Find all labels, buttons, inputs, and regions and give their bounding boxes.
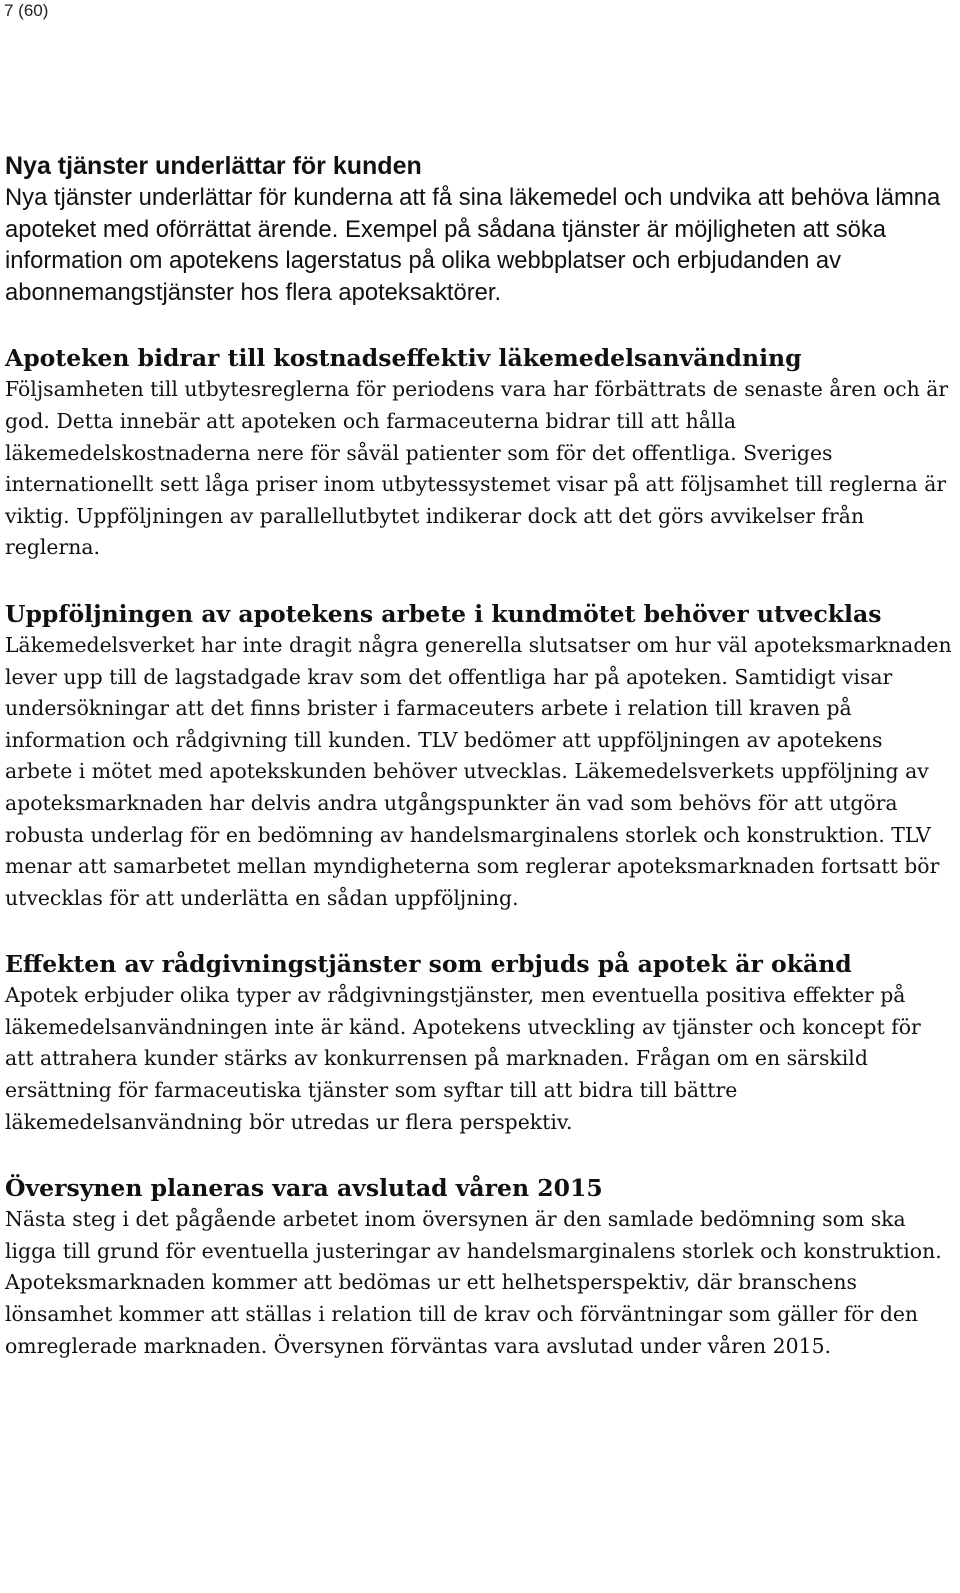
- section-nya-tjanster: [5, 150, 955, 308]
- section-heading: Nya tjänster underlättar för kunden: [5, 152, 422, 180]
- section-paragraph: Följsamheten till utbytesreglerna för periodens vara har förbättrats de senaste åren och är god. Detta innebär att apoteken och farmaceuterna bidrar till att hålla läkemedelskostnaderna nere för såväl patienter som för det offentliga. Sveriges internationellt sett låga priser inom utbytessystemet visar på att följsamhet till reglerna är viktig. Uppföljningen av parallellutbytet indikerar dock att det görs avvikelser från reglerna.: [5, 377, 949, 560]
- section-heading: Uppföljningen av apotekens arbete i kundmötet behöver utvecklas: [5, 599, 882, 628]
- page-number: 7 (60): [4, 1, 49, 20]
- section-uppfoljningen: [5, 598, 955, 914]
- section-paragraph: Läkemedelsverket har inte dragit några generella slutsatser om hur väl apoteksmarknaden lever upp till de lagstadgade krav som det offentliga har på apoteken. Samtidigt visar undersökningar att det finns brister i farmaceuters arbete i relation till kraven på information och rådgivning till kunden. TLV bedömer att uppföljningen av apotekens arbete i mötet med apotekskunden behöver utvecklas. Läkemedelsverkets uppföljning av apoteksmarknaden har delvis andra utgångspunkter än vad som behövs för att utgöra robusta underlag för en bedömning av handelsmarginalens storlek och konstruktion. TLV menar att samarbetet mellan myndigheterna som reglerar apoteksmarknaden fortsatt bör utvecklas för att underlätta en sådan uppföljning.: [5, 632, 952, 910]
- section-heading: Översynen planeras vara avslutad våren 2015: [5, 1174, 603, 1203]
- section-radgivningstjanster: [5, 948, 955, 1138]
- section-kostnadseffektiv: [5, 342, 955, 564]
- section-heading: Effekten av rådgivningstjänster som erbjuds på apotek är okänd: [5, 950, 852, 979]
- section-oversynen: [5, 1172, 955, 1362]
- document-body: [5, 150, 955, 1396]
- section-heading: Apoteken bidrar till kostnadseffektiv läkemedelsanvändning: [5, 344, 802, 373]
- section-paragraph: Nya tjänster underlättar för kunderna att få sina läkemedel och undvika att behöva lämna apoteket med oförrättat ärende. Exempel på sådana tjänster är möjligheten att söka information om apotekens lagerstatus på olika webbplatser och erbjudanden av abonnemangstjänster hos flera apoteksaktörer.: [5, 184, 941, 306]
- section-paragraph: Nästa steg i det pågående arbetet inom översynen är den samlade bedömning som ska ligga till grund för eventuella justeringar av handelsmarginalens storlek och konstruktion. Apoteksmarknaden kommer att bedömas ur ett helhetsperspektiv, där branschens lönsamhet kommer att ställas i relation till de krav och förväntningar som gäller för den omreglerade marknaden. Översynen förväntas vara avslutad under våren 2015.: [5, 1207, 942, 1358]
- section-paragraph: Apotek erbjuder olika typer av rådgivningstjänster, men eventuella positiva effekter på läkemedelsanvändningen inte är känd. Apotekens utveckling av tjänster och koncept för att attrahera kunder stärks av konkurrensen på marknaden. Frågan om en särskild ersättning för farmaceutiska tjänster som syftar till att bidra till bättre läkemedelsanvändning bör utredas ur flera perspektiv.: [5, 983, 921, 1134]
